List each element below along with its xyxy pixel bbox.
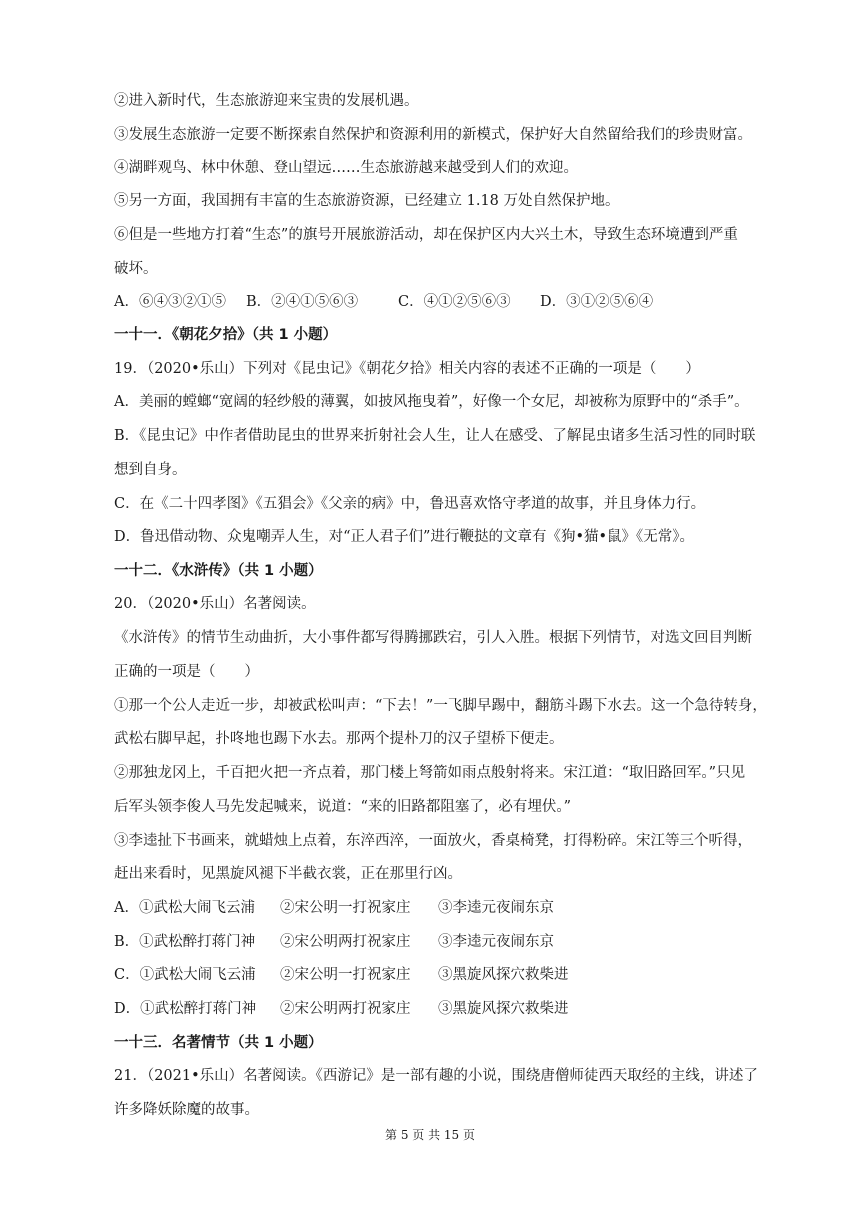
q18-option-b: B．②④①⑤⑥③	[246, 294, 359, 310]
q20-option-d-2: ②宋公明两打祝家庄	[280, 1001, 411, 1017]
q21-stem: 21．（2021•乐山）名著阅读。《西游记》是一部有趣的小说，围绕唐僧师徒西天取经的主线，讲述了	[114, 1068, 758, 1084]
q20-option-d-1: D．①武松醉打蒋门神	[114, 1001, 257, 1017]
q20-option-c-3: ③黑旋风探穴救柴进	[438, 967, 569, 983]
q19-stem: 19．（2020•乐山）下列对《昆虫记》《朝花夕拾》相关内容的表述不正确的一项是（ ）	[114, 361, 700, 377]
q19-option-a: A．美丽的螳螂“宽阔的轻纱般的薄翼，如披风拖曳着”，好像一个女尼，却被称为原野中的“杀手”。	[114, 394, 749, 410]
q20-passage-3: ③李逵扯下书画来，就蜡烛上点着，东淬西淬，一面放火，香桌椅凳，打得粉碎。宋江等三个听得，	[114, 833, 752, 849]
q20-intro: 《水浒传》的情节生动曲折，大小事件都写得腾挪跌宕，引人入胜。根据下列情节，对选文回目判断	[114, 630, 752, 646]
section-heading-13: 一十三．名著情节（共 1 小题）	[114, 1035, 323, 1051]
q19-option-d: D．鲁迅借动物、众鬼嘲弄人生，对“正人君子们”进行鞭挞的文章有《狗•猫•鼠》《无常》。	[114, 529, 695, 545]
section-heading-11: 一十一．《朝花夕拾》（共 1 小题）	[114, 327, 338, 343]
sentence-4: ④湖畔观鸟、林中休憩、登山望远……生态旅游越来越受到人们的欢迎。	[114, 160, 578, 176]
q19-option-c: C．在《二十四孝图》《五猖会》《父亲的病》中，鲁迅喜欢恪守孝道的故事，并且身体力行。	[114, 496, 706, 512]
q20-stem: 20．（2020•乐山）名著阅读。	[114, 596, 316, 612]
q20-option-a-1: A．①武松大闹飞云浦	[114, 900, 255, 916]
section-heading-12: 一十二．《水浒传》（共 1 小题）	[114, 563, 323, 579]
q20-passage-1-cont: 武松右脚早起，扑咚地也踢下水去。那两个提朴刀的汉子望桥下便走。	[114, 731, 564, 747]
q20-option-c-2: ②宋公明一打祝家庄	[280, 967, 411, 983]
q20-passage-1: ①那一个公人走近一步，却被武松叫声：“下去！”一飞脚早踢中，翻筋斗踢下水去。这一个急待转身，	[114, 698, 767, 714]
sentence-2: ②进入新时代，生态旅游迎来宝贵的发展机遇。	[114, 93, 419, 109]
q19-option-b: B．《昆虫记》中作者借助昆虫的世界来折射社会人生，让人在感受、了解昆虫诸多生活习性的同时联	[114, 428, 756, 444]
q18-option-a: A．⑥④③②①⑤	[114, 294, 226, 310]
q18-option-d: D．③①②⑤⑥④	[540, 294, 654, 310]
q20-passage-2-cont: 后军头领李俊人马先发起喊来，说道：“来的旧路都阻塞了，必有埋伏。”	[114, 799, 572, 815]
q20-option-a-3: ③李逵元夜闹东京	[438, 900, 554, 916]
q18-option-c: C．④①②⑤⑥③	[398, 294, 511, 310]
q20-option-d-3: ③黑旋风探穴救柴进	[438, 1001, 569, 1017]
page-footer: 第 5 页 共 15 页	[385, 1128, 475, 1142]
q19-option-b-cont: 想到自身。	[114, 462, 187, 478]
sentence-6: ⑥但是一些地方打着“生态”的旗号开展旅游活动，却在保护区内大兴土木，导致生态环境遭到严重	[114, 227, 738, 243]
q20-option-a-2: ②宋公明一打祝家庄	[280, 900, 411, 916]
sentence-3: ③发展生态旅游一定要不断探索自然保护和资源利用的新模式，保护好大自然留给我们的珍贵财富。	[114, 127, 752, 143]
q20-option-c-1: C．①武松大闹飞云浦	[114, 967, 256, 983]
q21-stem-cont: 许多降妖除魔的故事。	[114, 1102, 259, 1118]
q20-option-b-2: ②宋公明两打祝家庄	[280, 934, 411, 950]
sentence-6-cont: 破坏。	[114, 261, 158, 277]
q20-option-b-3: ③李逵元夜闹东京	[438, 934, 554, 950]
q20-intro-cont: 正确的一项是（ ）	[114, 664, 259, 680]
q20-passage-2: ②那独龙冈上，千百把火把一齐点着，那门楼上弩箭如雨点般射将来。宋江道：“取旧路回军。”只见	[114, 765, 746, 781]
q20-passage-3-cont: 赶出来看时，见黑旋风褪下半截衣裳，正在那里行凶。	[114, 866, 462, 882]
q20-option-b-1: B．①武松醉打蒋门神	[114, 934, 256, 950]
sentence-5: ⑤另一方面，我国拥有丰富的生态旅游资源，已经建立 1.18 万处自然保护地。	[114, 193, 620, 209]
